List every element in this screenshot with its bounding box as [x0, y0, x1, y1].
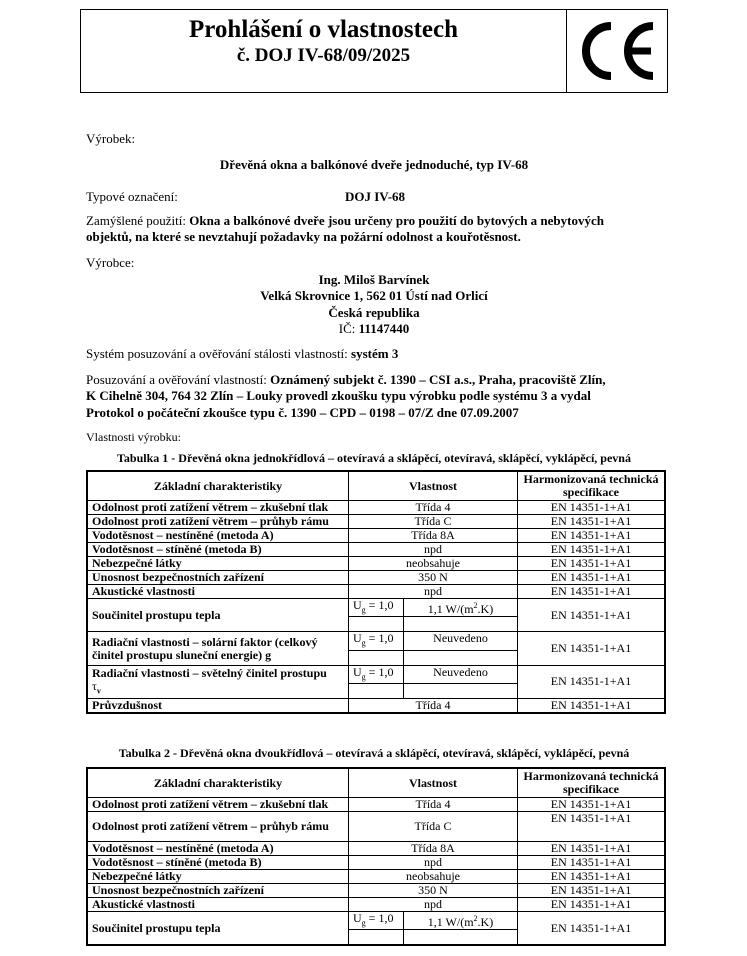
properties-label: Vlastnosti výrobku: [86, 430, 181, 444]
intended-use-value-1: Okna a balkónové dveře jsou určeny pro použití do bytových a nebytových [189, 213, 604, 228]
ug-cell: $U_g = 1,0$ [349, 632, 404, 650]
properties-table-2 [86, 767, 666, 946]
ce-mark-icon [575, 20, 659, 82]
table-header-row [87, 471, 665, 501]
product-value: Dřevěná okna a balkónové dveře jednoduché, typ IV-68 [219, 157, 529, 172]
assessment-text-2: K Cihelně 304, 764 32 Zlín – Louky provedl zkoušku typu výrobku podle systému 3 a vydal [86, 388, 591, 403]
table-header-row [87, 768, 665, 798]
document-header [80, 9, 668, 93]
table-row-heat-transfer: Součinitel prostupu tepla $U_g = 1,0$ 1,1 $W/(m^2.K)$ EN 14351-1+A1 [87, 912, 665, 930]
manufacturer-address: Velká Skrovnice 1, 562 01 Ústí nad Orlicí [260, 288, 488, 303]
table-row: Odolnost proti zatížení větrem – průhyb rámu Třída C EN 14351-1+A1 [87, 515, 665, 529]
ug-cell: $U_g = 1,0$ [349, 599, 404, 617]
ce-mark-box [567, 10, 667, 92]
table-row: Odolnost proti zatížení větrem – zkušební tlak Třída 4 EN 14351-1+A1 [87, 501, 665, 515]
table-row-heat-transfer: Součinitel prostupu tepla $U_g = 1,0$ 1,1 $W/(m^2.K)$ EN 14351-1+A1 [87, 599, 665, 617]
table-row: Vodotěsnost – stíněné (metoda B) npd EN 14351-1+A1 [87, 856, 665, 870]
heat-value: 1,1 $W/(m^2.K)$ [404, 599, 518, 617]
table-row: Akustické vlastnosti npd EN 14351-1+A1 [87, 898, 665, 912]
table-row: Odolnost proti zatížení větrem – zkušební tlak Třída 4 EN 14351-1+A1 [87, 798, 665, 812]
table-row: Vodotěsnost – stíněné (metoda B) npd EN 14351-1+A1 [87, 543, 665, 557]
type-designation-label: Typové označení: [86, 189, 178, 204]
header-property: Vlastnost [349, 471, 518, 501]
table-row: Odolnost proti zatížení větrem – průhyb rámu Třída C EN 14351-1+A1 [87, 812, 665, 842]
table-row-solar-factor: Radiační vlastnosti – solární faktor (celkový činitel prostupu sluneční energie) g $U_g = 1,0$ Neuvedeno EN 14351-1+A1 [87, 632, 665, 650]
document-title: Prohlášení o vlastnostech [189, 16, 458, 43]
type-designation-value: DOJ IV-68 [345, 189, 406, 204]
table-row: Vodotěsnost – nestíněné (metoda A) Třída 8A EN 14351-1+A1 [87, 529, 665, 543]
document-number: č. DOJ IV-68/09/2025 [236, 45, 411, 66]
header-title-box [81, 10, 567, 92]
ug-cell: $U_g = 1,0$ [349, 665, 404, 683]
ico-label: IČ: [338, 321, 356, 336]
table-row: Akustické vlastnosti npd EN 14351-1+A1 [87, 585, 665, 599]
table-row: Průvzdušnost Třída 4 EN 14351-1+A1 [87, 699, 665, 714]
header-spec: Harmonizovaná technická specifikace [518, 768, 666, 798]
header-characteristics: Základní charakteristiky [87, 471, 349, 501]
table-row: Unosnost bezpečnostních zařízení 350 N EN 14351-1+A1 [87, 571, 665, 585]
header-spec: Harmonizovaná technická specifikace [518, 471, 666, 501]
header-property: Vlastnost [349, 768, 518, 798]
table-row: Unosnost bezpečnostních zařízení 350 N EN 14351-1+A1 [87, 884, 665, 898]
table-2-caption: Tabulka 2 - Dřevěná okna dvoukřídlová – otevíravá a sklápěcí, otevíravá, sklápěcí, vyklápěcí, pevná [118, 746, 630, 760]
system-label: Systém posuzování a ověřování stálosti vlastností: [86, 346, 348, 361]
intended-use-value-2: objektů, na které se nevztahují požadavky na požární odolnost a kouřotěsnost. [86, 229, 521, 244]
table-row-light-transmittance: Radiační vlastnosti – světelný činitel prostupu $\tau_v$ $U_g = 1,0$ Neuvedeno EN 14351-1+A1 [87, 665, 665, 683]
assessment-text-1: Oznámený subjekt č. 1390 – CSI a.s., Praha, pracoviště Zlín, [270, 372, 606, 387]
manufacturer-label: Výrobce: [86, 255, 135, 270]
ug-cell: $U_g = 1,0$ [349, 912, 404, 930]
table-1-caption: Tabulka 1 - Dřevěná okna jednokřídlová – otevíravá a sklápěcí, otevíravá, sklápěcí, vyklápěcí, pevná [117, 451, 631, 465]
header-characteristics: Základní charakteristiky [87, 768, 349, 798]
system-value: systém 3 [351, 346, 399, 361]
assessment-text-3: Protokol o počáteční zkoušce typu č. 1390 – CPD – 0198 – 07/Z dne 07.09.2007 [86, 405, 519, 420]
system [86, 346, 398, 362]
table-row: Nebezpečné látky neobsahuje EN 14351-1+A1 [87, 557, 665, 571]
assessment-line-1 [86, 372, 686, 388]
manufacturer-ico [80, 321, 668, 337]
intended-use-label: Zamýšlené použití: [86, 213, 187, 228]
assessment-label: Posuzování a ověřování vlastností: [86, 372, 267, 387]
manufacturer-country: Česká republika [328, 305, 420, 320]
table-row: Vodotěsnost – nestíněné (metoda A) Třída 8A EN 14351-1+A1 [87, 842, 665, 856]
manufacturer-name: Ing. Miloš Barvínek [318, 272, 430, 287]
intended-use [86, 213, 686, 229]
heat-value: 1,1 $W/(m^2.K)$ [404, 912, 518, 930]
table-row: Nebezpečné látky neobsahuje EN 14351-1+A1 [87, 870, 665, 884]
product-label: Výrobek: [86, 131, 136, 146]
ico-value: 11147440 [358, 321, 410, 336]
properties-table-1 [86, 470, 666, 714]
